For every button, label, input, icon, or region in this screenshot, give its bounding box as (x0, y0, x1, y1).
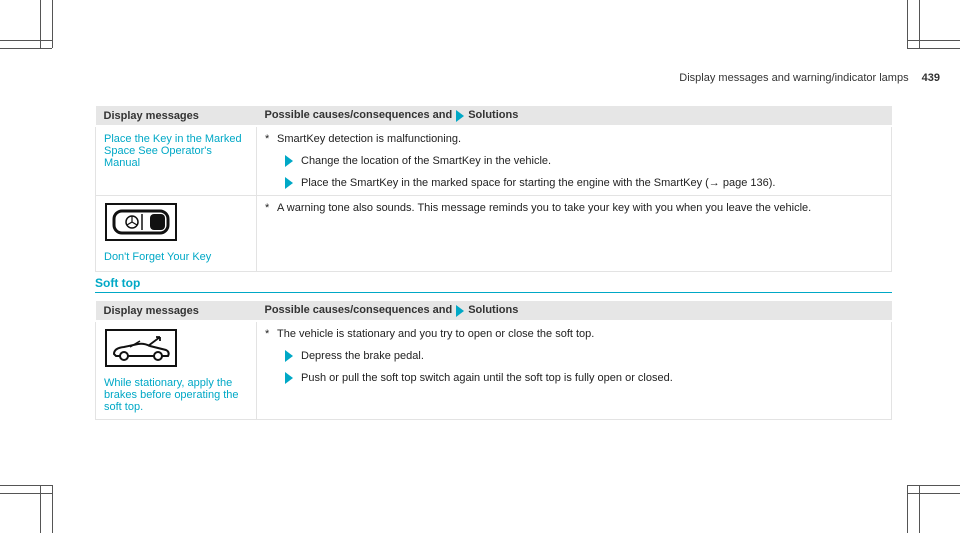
page-number: 439 (921, 72, 940, 84)
col-header-causes-text: Possible causes/consequences and (264, 109, 453, 122)
arrow-icon (285, 155, 293, 167)
col-header-solutions-text: Solutions (468, 109, 519, 122)
table-row (96, 321, 892, 420)
step-text: Depress the brake pedal. (301, 350, 424, 362)
crop-mark (907, 485, 960, 486)
message-text: Don't Forget Your Key (104, 251, 212, 264)
col-header-causes-text: Possible causes/consequences and (264, 304, 453, 317)
asterisk-icon: * (265, 328, 270, 340)
col-header-causes (257, 301, 892, 321)
causes-cell (257, 196, 892, 272)
step-text: Push or pull the soft top switch again until the soft top is fully open or closed. (301, 372, 673, 385)
col-header-causes (257, 106, 892, 126)
message-cell (96, 196, 257, 272)
table-header-row (96, 301, 892, 321)
cause-text: A warning tone also sounds. This message reminds you to take your key with you when you leave the vehicle. (277, 202, 812, 215)
solution-step (285, 177, 883, 189)
crop-mark (0, 485, 52, 486)
cause-text: The vehicle is stationary and you try to open or close the soft top. (277, 328, 595, 340)
display-messages-table-2 (95, 301, 892, 420)
cause-line (265, 328, 883, 340)
arrow-icon (285, 372, 293, 384)
header-title: Display messages and warning/indicator lamps (679, 72, 909, 84)
message-text: While stationary, apply the brakes before operating the soft top. (104, 377, 239, 413)
arrow-icon (285, 350, 293, 362)
cause-text: SmartKey detection is malfunctioning. (277, 133, 462, 145)
causes-cell (257, 126, 892, 196)
arrow-icon (285, 177, 293, 189)
message-text: Place the Key in the Marked Space See Operator's Manual (96, 126, 257, 196)
solution-step (285, 350, 883, 362)
col-header-messages: Display messages (96, 106, 257, 126)
crop-mark (0, 493, 52, 494)
step-text: Place the SmartKey in the marked space for starting the engine with the SmartKey (→ page 136). (301, 177, 776, 190)
smartkey-icon (104, 202, 248, 245)
crop-mark (52, 0, 53, 48)
arrow-icon (456, 110, 464, 122)
solution-step (285, 372, 883, 384)
solution-step (285, 155, 883, 167)
cause-line (265, 133, 883, 145)
arrow-icon (456, 305, 464, 317)
crop-mark (907, 48, 960, 49)
asterisk-icon: * (265, 133, 270, 145)
cause-line (265, 202, 883, 214)
table-header-row (96, 106, 892, 126)
message-cell (96, 321, 257, 420)
causes-cell (257, 321, 892, 420)
table-row (96, 126, 892, 196)
col-header-messages: Display messages (96, 301, 257, 321)
crop-mark (0, 40, 52, 41)
col-header-solutions-text: Solutions (468, 304, 519, 317)
convertible-car-icon (104, 328, 248, 371)
section-title: Soft top (95, 276, 892, 293)
step-text: Change the location of the SmartKey in the vehicle. (301, 155, 552, 167)
crop-mark (52, 485, 53, 533)
crop-mark (0, 48, 52, 49)
crop-mark (907, 493, 960, 494)
crop-mark (907, 40, 960, 41)
table-row (96, 196, 892, 272)
display-messages-table-1 (95, 106, 892, 272)
page-header (679, 72, 940, 84)
asterisk-icon: * (265, 202, 270, 215)
